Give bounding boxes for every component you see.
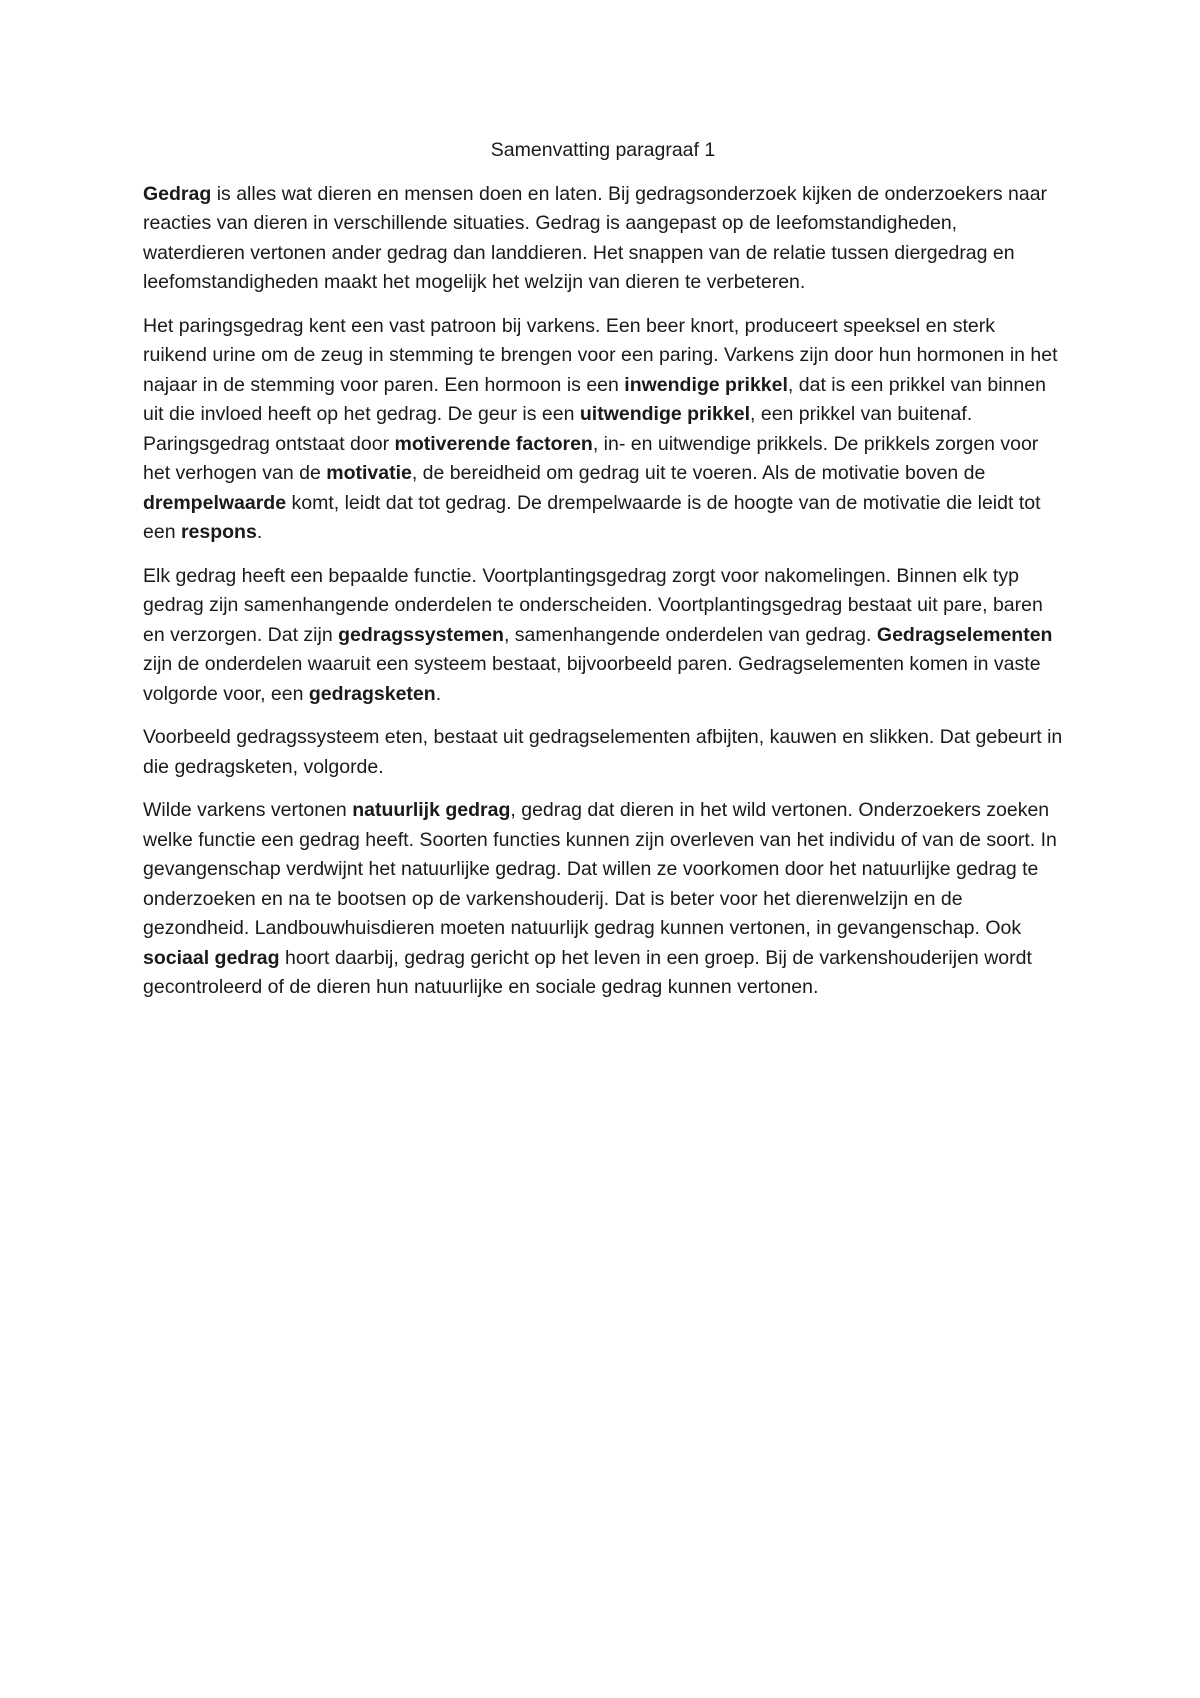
text-run: . — [435, 682, 442, 705]
text-run: . — [256, 521, 263, 543]
bold-term: inwendige prikkel — [624, 373, 788, 396]
text-run: Wilde varkens vertonen — [143, 799, 353, 821]
text-run: , dat is een prikkel van binnen uit die invloed heeft op het gedrag. De geur is een — [143, 373, 1046, 425]
bold-term: motiverende factoren — [394, 432, 593, 455]
text-run: Voorbeeld gedragssysteem eten, bestaat uit gedragselementen afbijten, kauwen en slikken. Dat gebeurt in die gedragsketen, volgorde. — [143, 726, 1063, 778]
bold-term: motivatie — [326, 462, 412, 484]
paragraph-list — [143, 180, 1063, 1003]
text-run: hoort daarbij, gedrag gericht op het leven in een groep. Bij de varkenshouderijen wordt gecontroleerd of de dieren hun natuurlijke en sociale gedrag kunnen vertonen. — [143, 946, 1032, 998]
text-run: komt, leidt dat tot gedrag. De drempelwaarde is de hoogte van de motivatie die leidt tot een — [143, 491, 1041, 543]
paragraph — [143, 796, 1063, 1003]
text-run: Het paringsgedrag kent een vast patroon bij varkens. Een beer knort, produceert speeksel en sterk ruikend urine om de zeug in stemming te brengen voor een paring. Varkens zijn door hun hormonen in het najaar in de stemming voor paren. Een hormoon is een — [143, 314, 1058, 396]
paragraph — [143, 562, 1063, 710]
text-run: , een prikkel van buitenaf. Paringsgedrag ontstaat door — [143, 403, 973, 455]
bold-term: drempelwaarde — [143, 491, 287, 514]
document-title: Samenvatting paragraaf 1 — [490, 139, 716, 161]
bold-term: Gedragselementen — [876, 623, 1053, 646]
paragraph — [143, 312, 1063, 548]
text-run: , samenhangende onderdelen van gedrag. — [503, 623, 877, 646]
bold-term: Gedrag — [143, 182, 212, 205]
paragraph — [143, 180, 1063, 298]
text-run: Elk gedrag heeft een bepaalde functie. Voortplantingsgedrag zorgt voor nakomelingen. Binnen elk typ gedrag zijn samenhangende onderdelen te onderscheiden. Voortplantingsgedrag bestaat uit pare, baren en verzorgen. Dat zijn — [143, 564, 1043, 646]
text-run: , de bereidheid om gedrag uit te voeren. Als de motivatie boven de — [411, 462, 986, 484]
bold-term: sociaal gedrag — [143, 946, 280, 969]
text-run: , gedrag dat dieren in het wild vertonen. Onderzoekers zoeken welke functie een gedrag heeft. Soorten functies kunnen zijn overleven van het individu of van de soort. In gevangenschap verdwijnt het natuurlijke gedrag. Dat willen ze voorkomen door het natuurlijke gedrag te onderzoeken en na te bootsen op de varkenshouderij. Dat is beter voor het dierenwelzijn en de gezondheid. Landbouwhuisdieren moeten natuurlijk gedrag kunnen vertonen, in gevangenschap. Ook — [143, 799, 1057, 939]
text-run: is alles wat dieren en mensen doen en laten. Bij gedragsonderzoek kijken de onderzoekers naar reacties van dieren in verschillende situaties. Gedrag is aangepast op de leefomstandigheden, waterdieren vertonen ander gedrag dan landdieren. Het snappen van de relatie tussen diergedrag en leefomstandigheden maakt het mogelijk het welzijn van dieren te verbeteren. — [143, 182, 1048, 293]
text-run: , in- en uitwendige prikkels. De prikkels zorgen voor het verhogen van de — [143, 432, 1039, 484]
bold-term: respons — [180, 521, 257, 543]
text-run: zijn de onderdelen waaruit een systeem bestaat, bijvoorbeeld paren. Gedragselementen komen in vaste volgorde voor, een — [143, 653, 1041, 705]
bold-term: uitwendige prikkel — [579, 403, 751, 425]
document-body — [143, 136, 1063, 1017]
bold-term: gedragsketen — [308, 682, 436, 705]
bold-term: natuurlijk gedrag — [352, 799, 511, 821]
bold-term: gedragssystemen — [338, 623, 504, 646]
paragraph — [143, 723, 1063, 782]
